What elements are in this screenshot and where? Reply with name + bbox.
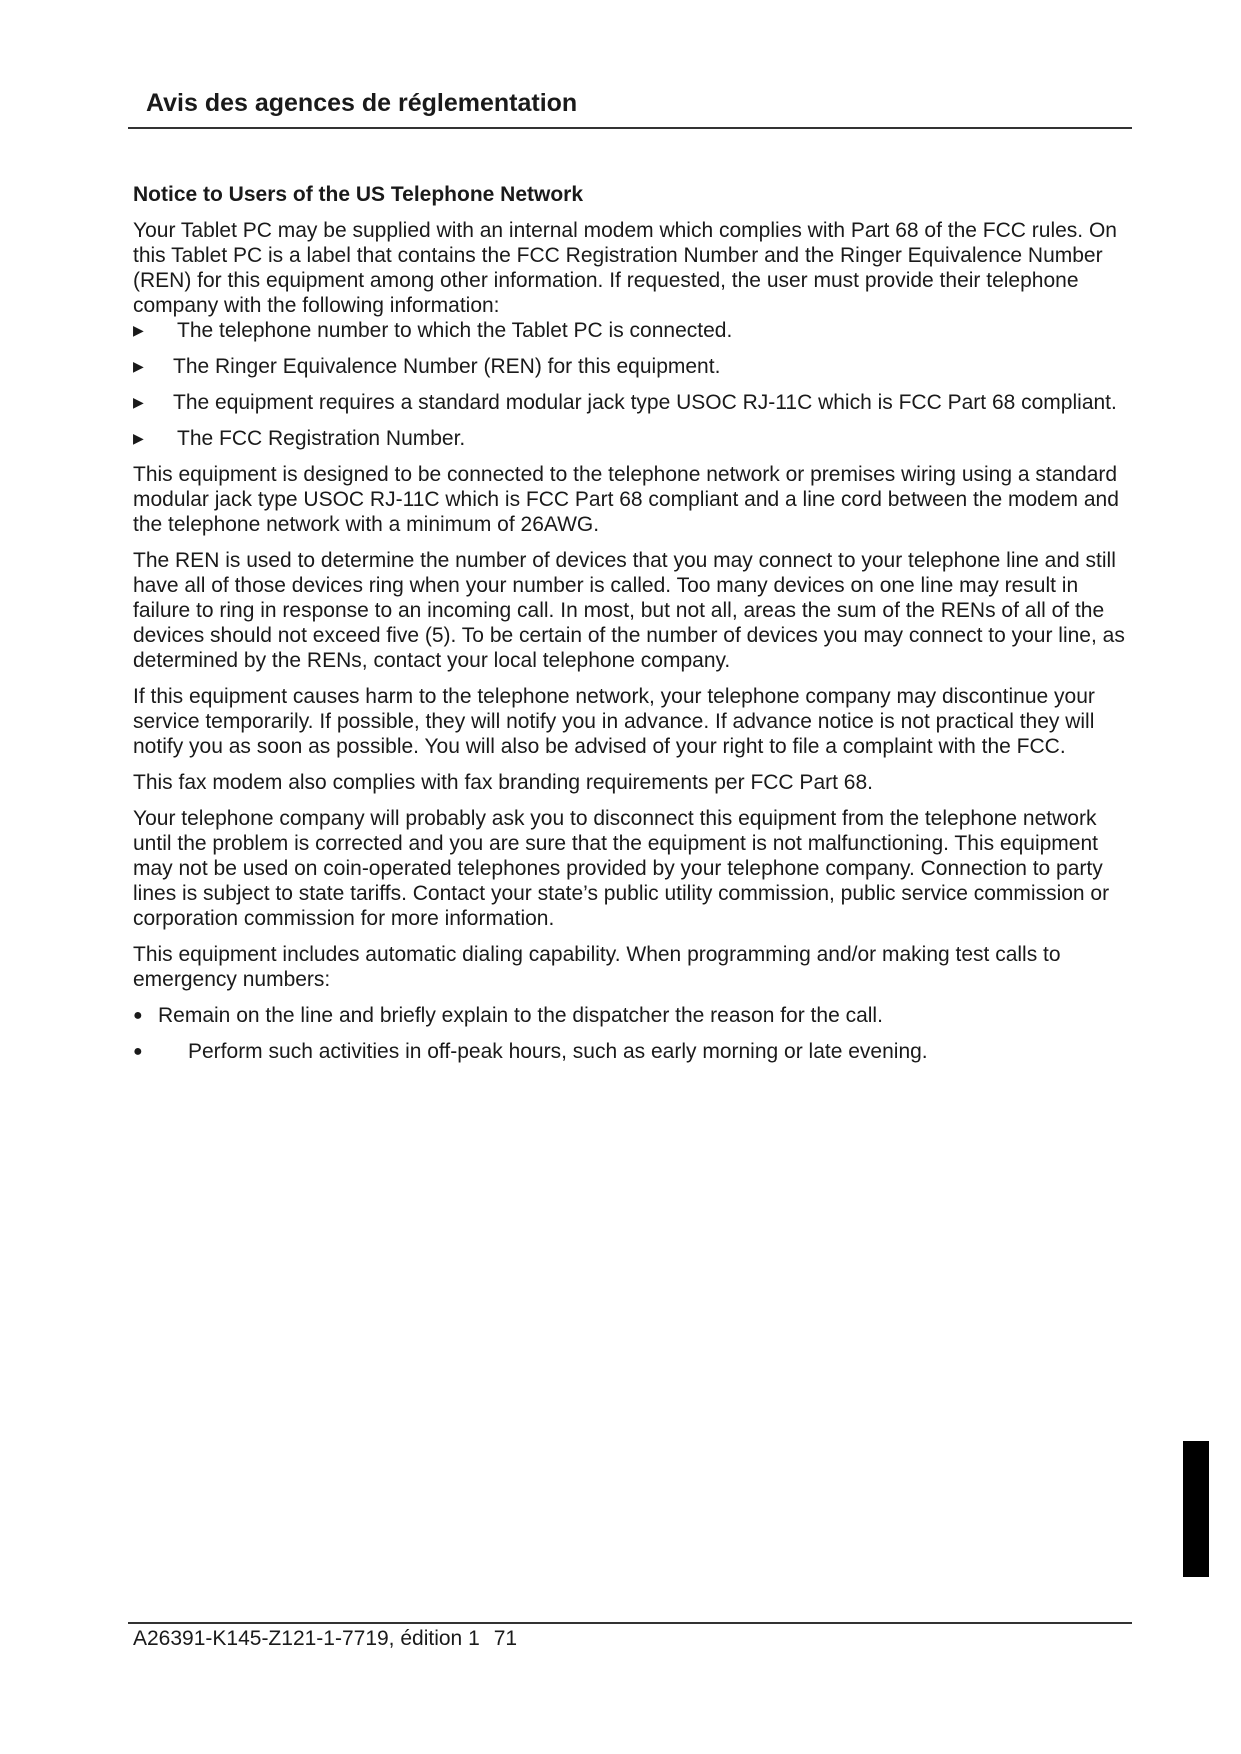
document-id: A26391-K145-Z121-1-7719, édition 1	[133, 1627, 480, 1650]
page-content	[133, 182, 1133, 1075]
list-item	[133, 1039, 1133, 1064]
body-paragraph: The REN is used to determine the number of devices that you may connect to your telephone line and still have all of those devices ring when your number is called. Too many devices on one line may result in failure to ring in response to an incoming call. In most, but not all, areas the sum of the RENs of all of the devices should not exceed five (5). To be certain of the number of devices you may connect to your line, as determined by the RENs, contact your local telephone company.	[133, 549, 1125, 672]
list-item-text: The equipment requires a standard modular jack type USOC RJ-11C which is FCC Part 68 compliant.	[173, 391, 1117, 414]
body-paragraph: If this equipment causes harm to the telephone network, your telephone company may discontinue your service temporarily. If possible, they will notify you in advance. If advance notice is not practical they will notify you as soon as possible. You will also be advised of your right to file a complaint with the FCC.	[133, 685, 1095, 758]
list-item-text: The Ringer Equivalence Number (REN) for this equipment.	[173, 355, 721, 378]
list-item-text: The FCC Registration Number.	[177, 427, 466, 450]
list-item	[133, 318, 1133, 343]
bullet-dot-icon: ●	[133, 1007, 143, 1024]
emergency-list	[133, 1003, 1133, 1064]
header-divider	[128, 127, 1132, 129]
list-item-text: Perform such activities in off-peak hours, such as early morning or late evening.	[188, 1040, 928, 1063]
list-item-text: The telephone number to which the Tablet PC is connected.	[177, 319, 733, 342]
list-item	[133, 1003, 1133, 1028]
page-number: 71	[493, 1627, 518, 1650]
triangle-right-icon: ▶	[133, 358, 144, 374]
chapter-thumb-tab	[1183, 1441, 1209, 1577]
page-header-title: Avis des agences de réglementation	[146, 89, 578, 117]
section-heading: Notice to Users of the US Telephone Network	[133, 183, 584, 206]
list-item	[133, 354, 1133, 379]
list-item	[133, 426, 1133, 451]
requirements-list	[133, 318, 1133, 451]
triangle-right-icon: ▶	[133, 394, 144, 410]
body-paragraph: This equipment includes automatic dialing capability. When programming and/or making test calls to emergency numbers:	[133, 943, 1061, 991]
list-item-text: Remain on the line and briefly explain to the dispatcher the reason for the call.	[158, 1004, 883, 1027]
body-paragraph: This fax modem also complies with fax branding requirements per FCC Part 68.	[133, 771, 873, 794]
footer-divider	[128, 1622, 1132, 1624]
body-paragraph: Your telephone company will probably ask you to disconnect this equipment from the telephone network until the problem is corrected and you are sure that the equipment is not malfunctioning. This equipment may not be used on coin-operated telephones provided by your telephone company. Connection to party lines is subject to state tariffs. Contact your state’s public utility commission, public service commission or corporation commission for more information.	[133, 807, 1110, 930]
body-paragraph: This equipment is designed to be connected to the telephone network or premises wiring using a standard modular jack type USOC RJ-11C which is FCC Part 68 compliant and a line cord between the modem and the telephone network with a minimum of 26AWG.	[133, 463, 1119, 536]
bullet-dot-icon: ●	[133, 1043, 143, 1060]
triangle-right-icon: ▶	[133, 322, 144, 338]
intro-paragraph: Your Tablet PC may be supplied with an internal modem which complies with Part 68 of the FCC rules. On this Tablet PC is a label that contains the FCC Registration Number and the Ringer Equivalence Number (REN) for this equipment among other information. If requested, the user must provide their telephone company with the following information:	[133, 219, 1117, 317]
page-footer	[133, 1626, 517, 1652]
triangle-right-icon: ▶	[133, 430, 144, 446]
list-item	[133, 390, 1133, 415]
